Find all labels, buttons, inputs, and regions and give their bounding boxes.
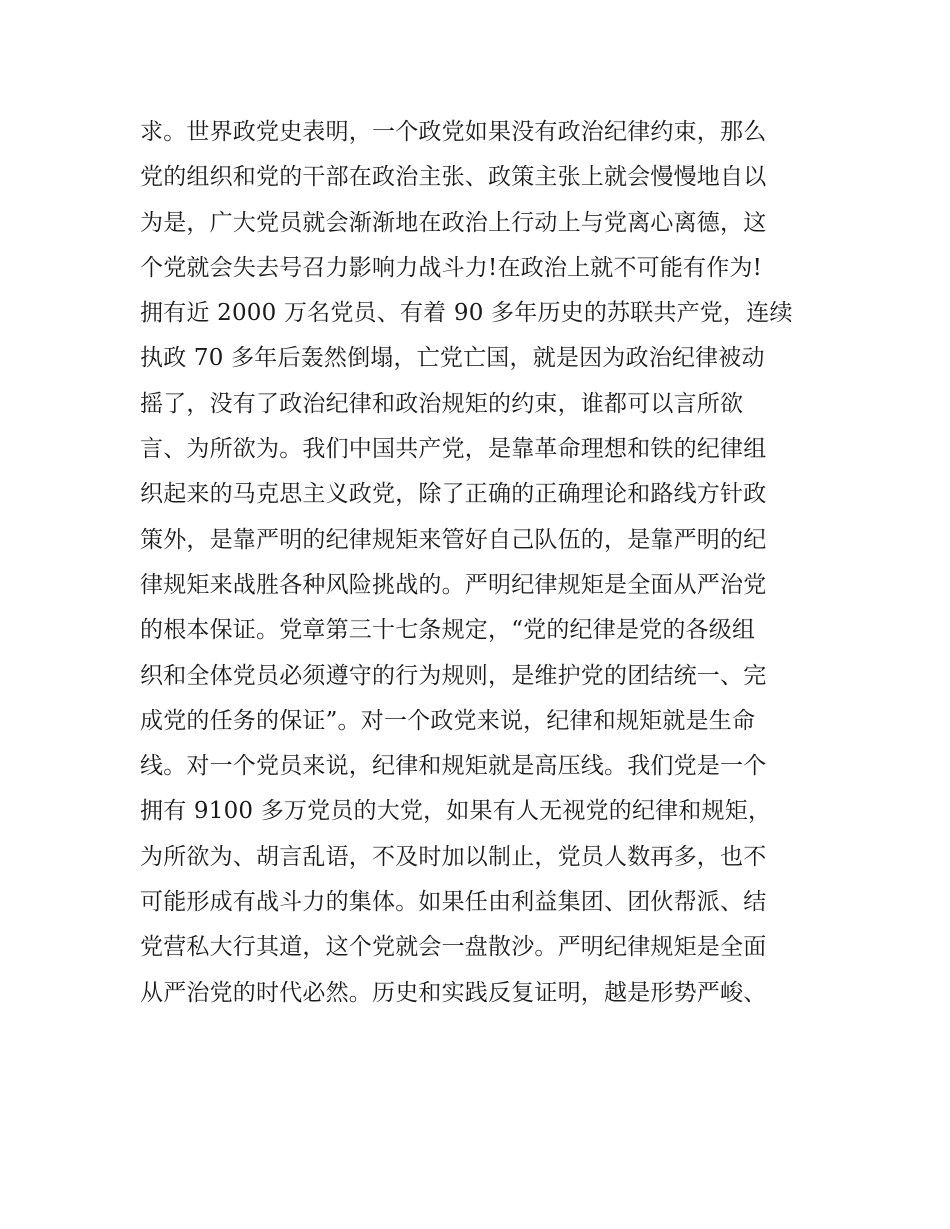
text-line: 党的组织和党的干部在政治主张、政策主张上就会慢慢地自以 bbox=[140, 164, 767, 191]
text-line: 织起来的马克思主义政党，除了正确的正确理论和路线方针政 bbox=[140, 481, 767, 508]
text-line: 从严治党的时代必然。历史和实践反复证明，越是形势严峻、 bbox=[140, 979, 767, 1006]
text-line: 织和全体党员必须遵守的行为规则，是维护党的团结统一、完 bbox=[140, 662, 767, 689]
text-line: 可能形成有战斗力的集体。如果任由利益集团、团伙帮派、结 bbox=[140, 889, 767, 916]
text-line: 言、为所欲为。我们中国共产党，是靠革命理想和铁的纪律组 bbox=[140, 436, 767, 463]
text-line: 为是，广大党员就会渐渐地在政治上行动上与党离心离德，这 bbox=[140, 209, 767, 236]
text-line: 线。对一个党员来说，纪律和规矩就是高压线。我们党是一个 bbox=[140, 753, 767, 780]
text-line: 策外，是靠严明的纪律规矩来管好自己队伍的，是靠严明的纪 bbox=[140, 526, 767, 553]
text-line: 摇了，没有了政治纪律和政治规矩的约束，谁都可以言所欲 bbox=[140, 390, 744, 417]
text-line: 拥有近 2000 万名党员、有着 90 多年历史的苏联共产党，连续 bbox=[140, 300, 793, 327]
text-line: 成党的任务的保证”。对一个政党来说，纪律和规矩就是生命 bbox=[140, 707, 756, 734]
text-line: 的根本保证。党章第三十七条规定，“党的纪律是党的各级组 bbox=[140, 617, 756, 644]
body-text bbox=[140, 110, 820, 1016]
text-line: 律规矩来战胜各种风险挑战的。严明纪律规矩是全面从严治党 bbox=[140, 571, 767, 598]
text-line: 求。世界政党史表明，一个政党如果没有政治纪律约束，那么 bbox=[140, 119, 767, 145]
text-line: 拥有 9100 多万党员的大党，如果有人无视党的纪律和规矩， bbox=[140, 798, 772, 825]
text-line: 为所欲为、胡言乱语，不及时加以制止，党员人数再多，也不 bbox=[140, 843, 767, 870]
text-line: 党营私大行其道，这个党就会一盘散沙。严明纪律规矩是全面 bbox=[140, 934, 767, 961]
text-line: 执政 70 多年后轰然倒塌，亡党亡国，就是因为政治纪律被动 bbox=[140, 345, 765, 372]
text-line: 个党就会失去号召力影响力战斗力!在政治上就不可能有作为! bbox=[140, 254, 763, 281]
